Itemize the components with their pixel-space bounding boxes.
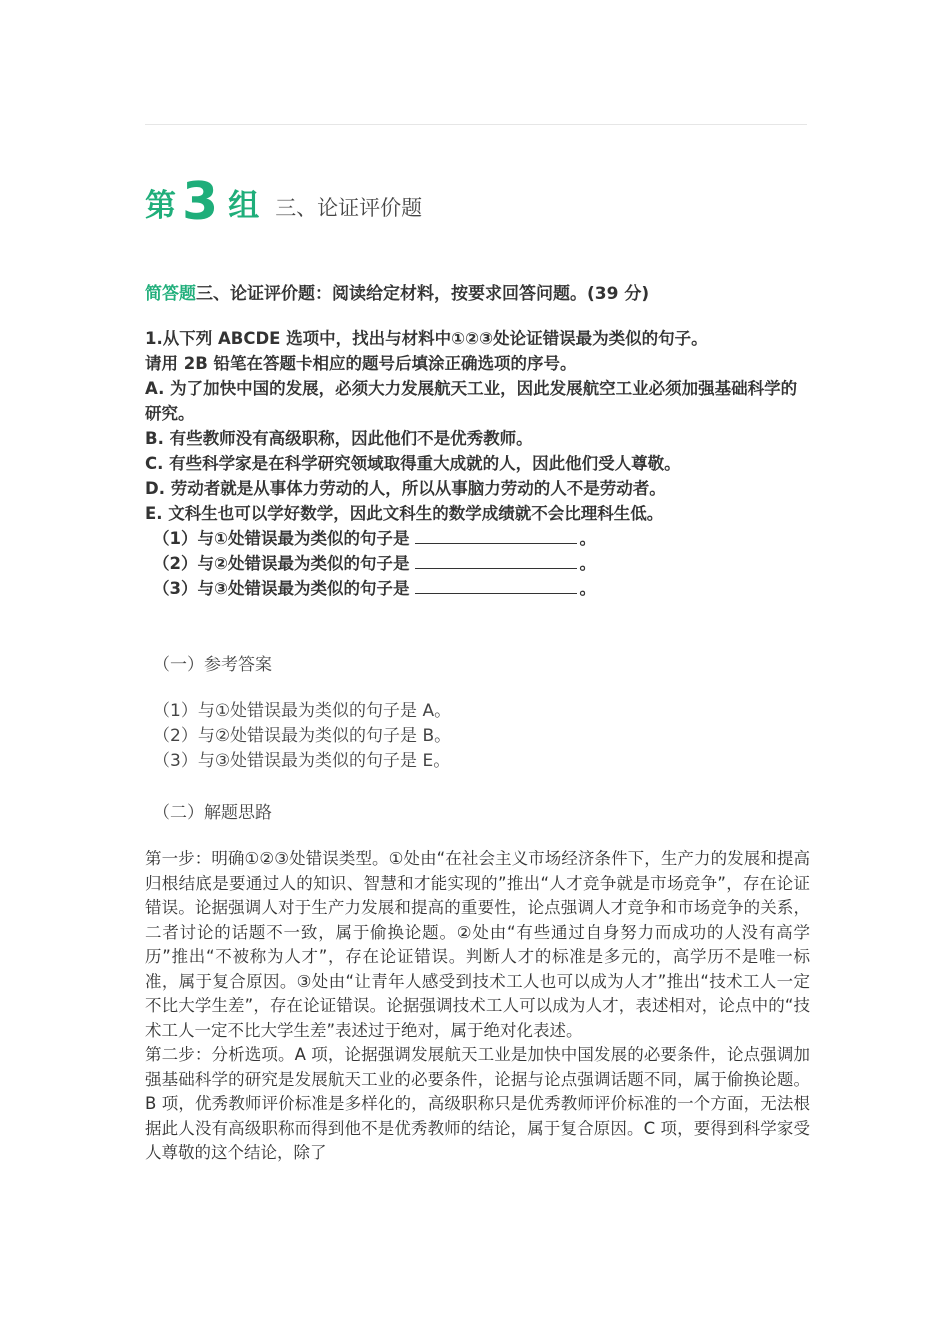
option-d: D. 劳动者就是从事体力劳动的人，所以从事脑力劳动的人不是劳动者。 bbox=[145, 479, 666, 498]
group-number: 3 bbox=[182, 172, 219, 232]
analysis-section-title: （二）解题思路 bbox=[153, 803, 272, 823]
group-suffix: 组 bbox=[228, 188, 260, 224]
answer-item-2: （2）与②处错误最为类似的句子是 B。 bbox=[153, 726, 452, 746]
group-heading bbox=[145, 168, 423, 232]
option-a: A. 为了加快中国的发展，必须大力发展航天工业，因此发展航空工业必须加强基础科学的研究。 bbox=[145, 379, 798, 423]
group-prefix: 第 bbox=[145, 188, 176, 224]
option-e: E. 文科生也可以学好数学，因此文科生的数学成绩就不会比理科生低。 bbox=[145, 504, 664, 523]
sub-question-1: （1）与①处错误最为类似的句子是 。 bbox=[153, 529, 596, 548]
option-b: B. 有些教师没有高级职称，因此他们不是优秀教师。 bbox=[145, 429, 533, 448]
top-divider bbox=[145, 124, 807, 125]
instruction-line-1: 1.从下列 ABCDE 选项中，找出与材料中①②③处论证错误最为类似的句子。 bbox=[145, 329, 708, 348]
instruction-line-2: 请用 2B 铅笔在答题卡相应的题号后填涂正确选项的序号。 bbox=[145, 354, 577, 373]
answer-item-3: （3）与③处错误最为类似的句子是 E。 bbox=[153, 751, 451, 771]
question-body bbox=[145, 326, 810, 601]
answer-blank-1 bbox=[415, 527, 577, 544]
answer-blank-3 bbox=[415, 577, 577, 594]
sub-question-3: （3）与③处错误最为类似的句子是 。 bbox=[153, 579, 596, 598]
analysis-step-1: 第一步：明确①②③处错误类型。①处由“在社会主义市场经济条件下，生产力的发展和提高归根结底是要通过人的知识、智慧和才能实现的”推出“人才竞争就是市场竞争”，存在论证错误。论据强调人对于生产力发展和提高的重要性，论点强调人才竞争和市场竞争的关系，二者讨论的话题不一致，属于偷换论题。②处由“有些通过自身努力而成功的人没有高学历”推出“不被称为人才”，存在论证错误。判断人才的标准是多元的，高学历不是唯一标准，属于复合原因。③处由“让青年人感受到技术工人也可以成为人才”推出“技术工人一定不比大学生差”，存在论证错误。论据强调技术工人可以成为人才，表述相对，论点中的“技术工人一定不比大学生差”表述过于绝对，属于绝对化表述。 bbox=[145, 849, 810, 1040]
option-c: C. 有些科学家是在科学研究领域取得重大成就的人，因此他们受人尊敬。 bbox=[145, 454, 681, 473]
answer-blank-2 bbox=[415, 552, 577, 569]
analysis-step-2: 第二步：分析选项。A 项，论据强调发展航天工业是加快中国发展的必要条件，论点强调加强基础科学的研究是发展航天工业的必要条件，论据与论点强调话题不同，属于偷换论题。B 项，优秀教师评价标准是多样化的，高级职称只是优秀教师评价标准的一个方面，无法根据此人没有高级职称而得到他不是优秀教师的结论，属于复合原因。C 项，要得到科学家受人尊敬的这个结论，除了 bbox=[145, 1045, 810, 1162]
question-title-text: 三、论证评价题：阅读给定材料，按要求回答问题。(39 分) bbox=[196, 284, 650, 304]
answer-item-1: （1）与①处错误最为类似的句子是 A。 bbox=[153, 701, 452, 721]
answer-section-title: （一）参考答案 bbox=[153, 655, 272, 675]
analysis-text bbox=[145, 847, 810, 1166]
group-subtitle: 三、论证评价题 bbox=[275, 196, 423, 220]
question-title bbox=[145, 279, 649, 304]
sub-question-2: （2）与②处错误最为类似的句子是 。 bbox=[153, 554, 596, 573]
answer-list bbox=[145, 699, 818, 774]
question-type-tag: 简答题 bbox=[145, 284, 196, 304]
